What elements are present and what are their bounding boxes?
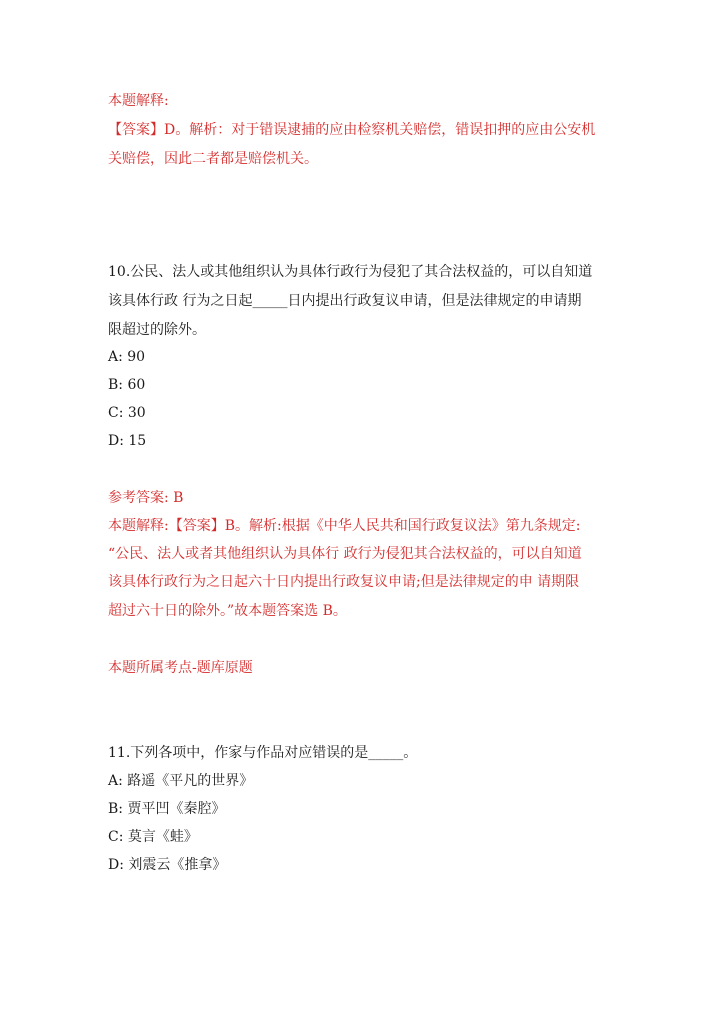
q9-explanation-heading: 本题解释: bbox=[108, 93, 169, 109]
q11-option-d: D: 刘震云《推拿》 bbox=[108, 857, 227, 873]
q10-answer: 参考答案: B bbox=[108, 490, 184, 506]
q10-option-a: A: 90 bbox=[108, 349, 146, 365]
q10-option-b: B: 60 bbox=[108, 377, 146, 393]
q9-explanation-line-2: 关赔偿，因此二者都是赔偿机关。 bbox=[108, 151, 318, 167]
q11-option-c: C: 莫言《蛙》 bbox=[108, 829, 198, 845]
q10-stem-line-2: 该具体行政 行为之日起_____日内提出行政复议申请，但是法律规定的申请期 bbox=[108, 293, 582, 309]
q9-explanation-line-1: 【答案】D。解析：对于错误逮捕的应由检察机关赔偿，错误扣押的应由公安机 bbox=[108, 122, 596, 138]
q10-option-d: D: 15 bbox=[108, 433, 147, 449]
q10-explanation-line-4: 超过六十日的除外。”故本题答案选 B。 bbox=[108, 603, 347, 619]
q10-explanation-line-2: “公民、法人或者其他组织认为具体行 政行为侵犯其合法权益的，可以自知道 bbox=[108, 546, 582, 562]
q10-explanation-line-3: 该具体行政行为之日起六十日内提出行政复议申请;但是法律规定的申 请期限 bbox=[108, 574, 580, 590]
q10-stem-line-3: 限超过的除外。 bbox=[108, 322, 206, 338]
q10-category: 本题所属考点-题库原题 bbox=[108, 660, 253, 676]
q10-explanation-line-1: 本题解释:【答案】B。解析:根据《中华人民共和国行政复议法》第九条规定: bbox=[108, 518, 581, 534]
q10-stem-line-1: 10.公民、法人或其他组织认为具体行政行为侵犯了其合法权益的，可以自知道 bbox=[108, 264, 593, 280]
q11-option-a: A: 路遥《平凡的世界》 bbox=[108, 773, 254, 789]
q10-option-c: C: 30 bbox=[108, 405, 146, 421]
q11-option-b: B: 贾平凹《秦腔》 bbox=[108, 801, 226, 817]
q11-stem: 11.下列各项中，作家与作品对应错误的是_____。 bbox=[108, 745, 418, 761]
